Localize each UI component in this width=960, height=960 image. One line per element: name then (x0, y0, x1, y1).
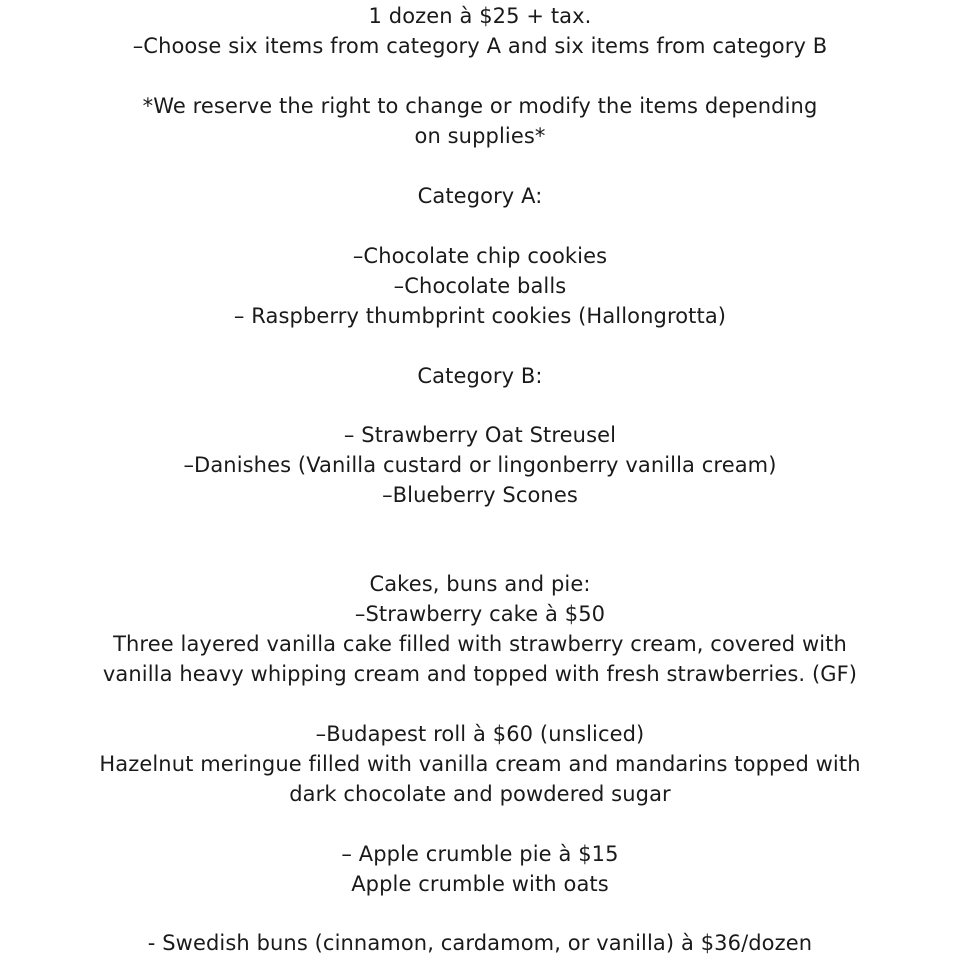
budapest-roll-desc-2: dark chocolate and powdered sugar (289, 782, 671, 806)
category-b-heading: Category B: (417, 364, 543, 388)
apple-pie-desc: Apple crumble with oats (351, 872, 609, 896)
category-b-item: – Strawberry Oat Streusel (343, 423, 617, 447)
budapest-roll-title: –Budapest roll à $60 (unsliced) (315, 722, 645, 746)
category-a-item: –Chocolate balls (393, 274, 567, 298)
category-a-heading: Category A: (417, 184, 543, 208)
category-b-item: –Blueberry Scones (382, 483, 578, 507)
category-a-item: –Chocolate chip cookies (352, 244, 608, 268)
selection-instruction: –Choose six items from category A and six items from category B (132, 34, 828, 58)
apple-pie-title: – Apple crumble pie à $15 (341, 842, 619, 866)
dozen-price-line: 1 dozen à $25 + tax. (368, 4, 592, 28)
disclaimer-line-1: *We reserve the right to change or modify the items depending (142, 94, 818, 118)
strawberry-cake-title: –Strawberry cake à $50 (354, 602, 606, 626)
category-b-item: –Danishes (Vanilla custard or lingonberry vanilla cream) (183, 453, 777, 477)
category-a-item: – Raspberry thumbprint cookies (Hallongrotta) (233, 304, 727, 328)
strawberry-cake-desc-2: vanilla heavy whipping cream and topped with fresh strawberries. (GF) (102, 662, 858, 686)
cakes-heading: Cakes, buns and pie: (369, 572, 591, 596)
budapest-roll-desc-1: Hazelnut meringue filled with vanilla cream and mandarins topped with (99, 752, 861, 776)
swedish-buns-title: - Swedish buns (cinnamon, cardamom, or vanilla) à $36/dozen (147, 931, 813, 955)
disclaimer-line-2: on supplies* (414, 124, 546, 148)
strawberry-cake-desc-1: Three layered vanilla cake filled with strawberry cream, covered with (113, 632, 847, 656)
